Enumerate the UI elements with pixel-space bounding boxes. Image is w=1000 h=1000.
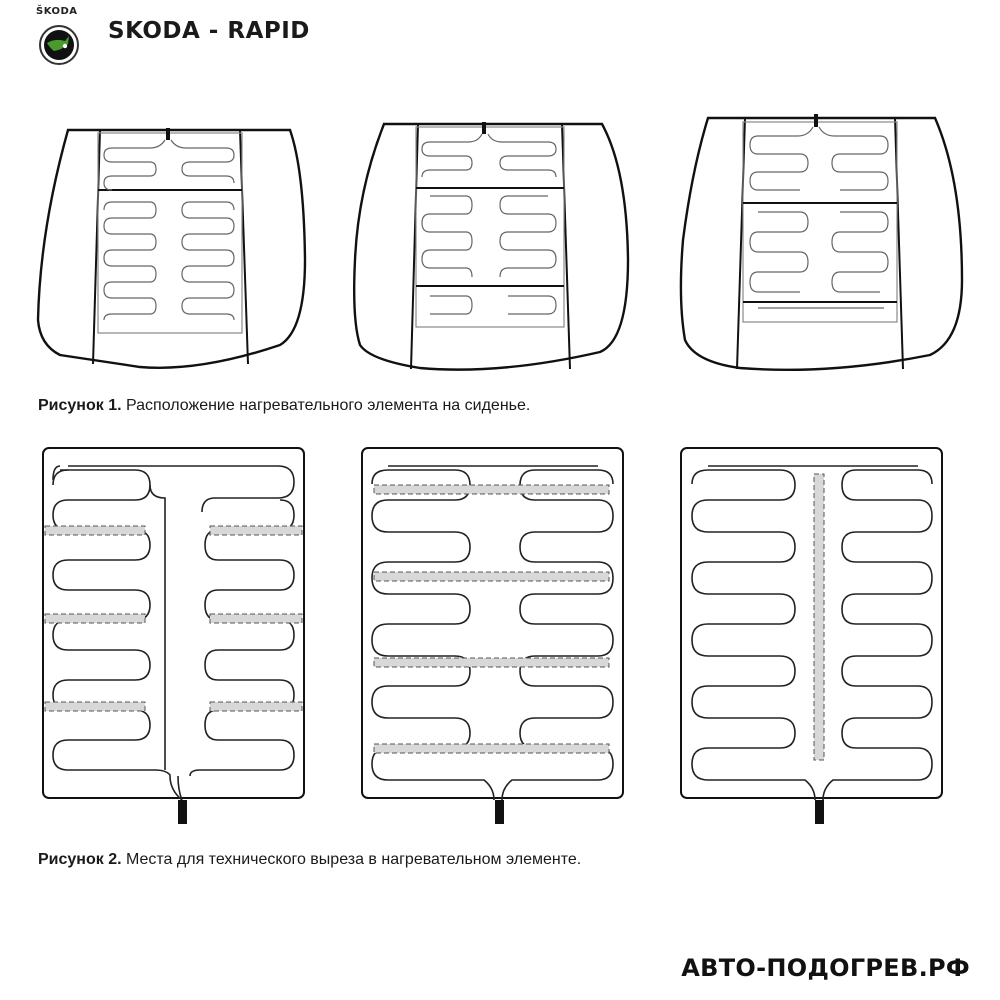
figure-2-caption [38,851,581,869]
site-url: АВТО-ПОДОГРЕВ.РФ [681,954,970,982]
heating-element-3 [681,448,942,824]
figure-2-text: Места для технического выреза в нагревательном элементе. [126,851,582,868]
figure-1-text: Расположение нагревательного элемента на сиденье. [126,397,531,414]
brand-wordmark: ŠKODA [36,6,78,17]
seat-diagram-1 [38,128,305,368]
figure-2-label: Рисунок 2. [38,851,122,868]
seat-diagram-3 [681,114,962,370]
page-title: SKODA - RAPID [108,18,310,44]
figure-1-label: Рисунок 1. [38,397,122,414]
heating-element-2 [362,448,623,824]
figure-1-caption [38,397,530,415]
seat-diagram-2 [354,122,628,370]
heating-element-1 [43,448,304,824]
